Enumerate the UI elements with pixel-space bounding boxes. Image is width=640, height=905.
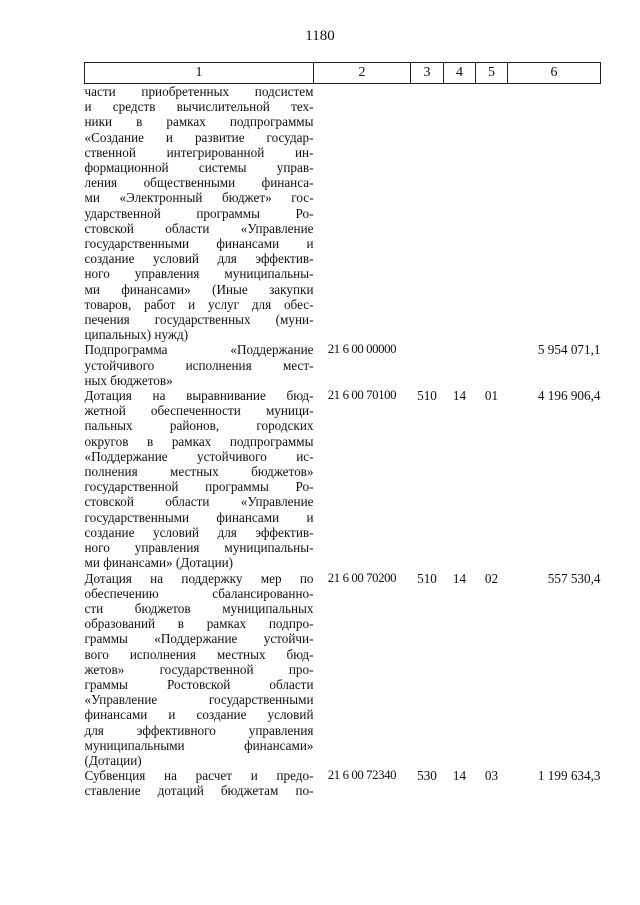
row-target-code	[314, 84, 411, 343]
description-line: жетной обеспеченности муници-	[84, 403, 314, 419]
description-line: ного управления муниципальны-	[84, 266, 314, 282]
description-line: товаров, работ и услуг для обес-	[84, 296, 314, 312]
row-expense-type	[411, 84, 444, 343]
row-section: 14	[452, 768, 467, 784]
row-description	[85, 768, 314, 798]
description-line: государственной программы Ро-	[84, 479, 314, 495]
description-line: муниципальными финансами»	[84, 737, 314, 753]
row-amount: 4 196 906,4	[537, 388, 601, 404]
table-row	[85, 342, 601, 388]
description-line: создание условий для эффектив-	[84, 251, 314, 267]
row-description	[85, 84, 314, 343]
description-line: части приобретенных подсистем	[84, 84, 314, 99]
description-line: «Управление государственными	[84, 692, 314, 708]
column-header-amount: 6	[508, 63, 601, 84]
description-line: (Дотации)	[84, 752, 142, 768]
description-line: жетов» государственной про-	[84, 661, 314, 677]
row-section	[444, 342, 476, 388]
description-line: ники в рамках подпрограммы	[84, 114, 314, 130]
description-line: граммы Ростовской области	[84, 676, 314, 692]
budget-table	[84, 62, 601, 799]
row-expense-type: 530	[417, 768, 437, 784]
description-line: стовской области «Управление	[84, 220, 314, 236]
column-header-target-code: 2	[314, 63, 411, 84]
row-amount	[508, 84, 601, 343]
row-amount: 557 530,4	[547, 570, 601, 586]
table-row	[85, 571, 601, 769]
description-line: ципальных) нужд)	[84, 327, 189, 343]
description-line: и средств вычислительной тех-	[84, 99, 314, 115]
table-body	[85, 84, 601, 799]
description-line: Подпрограмма «Поддержание	[84, 342, 314, 358]
description-line: граммы «Поддержание устойчи-	[84, 631, 314, 647]
description-line: ных бюджетов»	[84, 372, 173, 388]
description-line: округов в рамках подпрограммы	[84, 433, 314, 449]
table-row	[85, 388, 601, 570]
row-section: 14	[452, 570, 467, 586]
description-line: формационной системы управ-	[84, 160, 314, 176]
page-number: 1180	[305, 28, 335, 44]
description-line: обеспечению сбалансированно-	[84, 585, 314, 601]
description-line: ударственной программы Ро-	[84, 205, 314, 221]
description-line: «Создание и развитие государ-	[84, 129, 314, 145]
table-header	[85, 63, 601, 84]
description-line: Субвенция на расчет и предо-	[84, 768, 314, 784]
description-line: пальных районов, городских	[84, 418, 314, 434]
description-line: «Поддержание устойчивого ис-	[84, 448, 314, 464]
description-line: сти бюджетов муниципальных	[84, 600, 314, 616]
column-header-subsection: 5	[476, 63, 508, 84]
table-row	[85, 84, 601, 343]
row-subsection: 01	[484, 388, 499, 404]
description-line: ного управления муниципальны-	[84, 540, 314, 556]
row-expense-type: 510	[417, 570, 437, 586]
description-line: стовской области «Управление	[84, 494, 314, 510]
description-line: ставление дотаций бюджетам по-	[84, 783, 314, 799]
description-line: ми финансами» (Иные закупки	[84, 281, 314, 297]
row-amount: 1 199 634,3	[537, 768, 601, 784]
row-subsection: 02	[484, 570, 499, 586]
row-section: 14	[452, 388, 467, 404]
row-target-code: 21 6 00 72340	[327, 768, 397, 783]
row-section	[444, 84, 476, 343]
description-line: полнения местных бюджетов»	[84, 464, 314, 480]
row-description	[85, 571, 314, 769]
row-target-code: 21 6 00 70200	[327, 570, 397, 585]
row-target-code: 21 6 00 00000	[327, 342, 397, 357]
description-line: для эффективного управления	[84, 722, 314, 738]
description-line: ми «Электронный бюджет» гос-	[84, 190, 314, 206]
description-line: ления общественными финанса-	[84, 175, 314, 191]
row-expense-type	[411, 342, 444, 388]
description-line: ми финансами» (Дотации)	[84, 555, 234, 571]
table-row	[85, 768, 601, 798]
row-subsection	[476, 342, 508, 388]
column-header-expense-type: 3	[411, 63, 444, 84]
description-line: государственными финансами и	[84, 236, 314, 252]
description-line: образований в рамках подпро-	[84, 616, 314, 632]
description-line: вого исполнения местных бюд-	[84, 646, 314, 662]
row-target-code: 21 6 00 70100	[327, 388, 397, 403]
row-amount: 5 954 071,1	[537, 342, 601, 358]
description-line: создание условий для эффектив-	[84, 524, 314, 540]
description-line: Дотация на выравнивание бюд-	[84, 388, 314, 404]
description-line: государственными финансами и	[84, 509, 314, 525]
description-line: Дотация на поддержку мер по	[84, 570, 314, 586]
description-line: ственной интегрированной ин-	[84, 144, 314, 160]
row-description	[85, 388, 314, 570]
column-header-section: 4	[444, 63, 476, 84]
row-subsection: 03	[484, 768, 499, 784]
column-header-description: 1	[85, 63, 314, 84]
row-expense-type: 510	[417, 388, 437, 404]
row-subsection	[476, 84, 508, 343]
description-line: устойчивого исполнения мест-	[84, 357, 314, 373]
description-line: финансами и создание условий	[84, 707, 314, 723]
row-description	[85, 342, 314, 388]
description-line: печения государственных (муни-	[84, 312, 314, 328]
